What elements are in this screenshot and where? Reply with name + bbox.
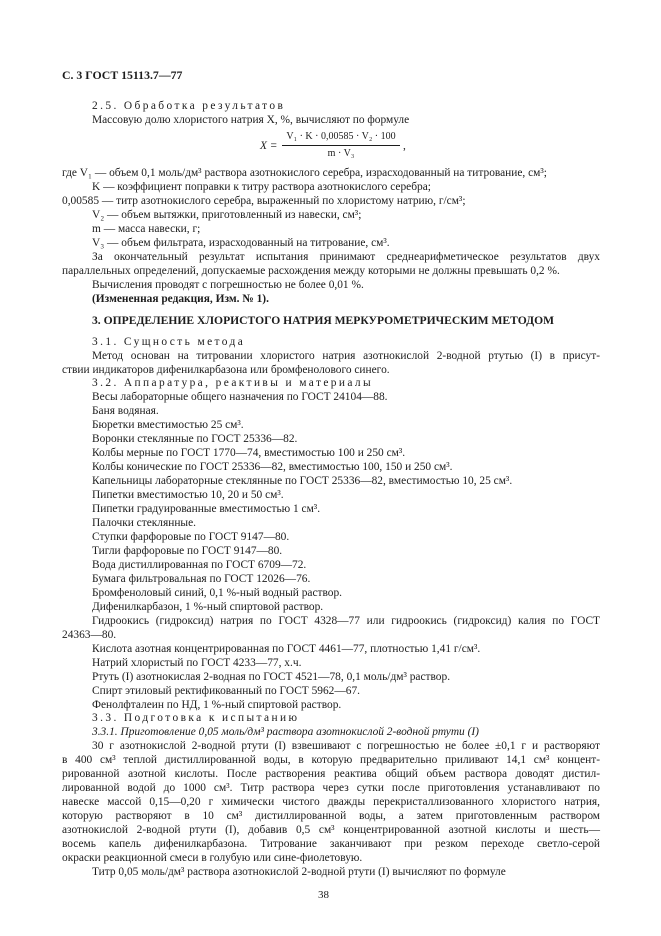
page-number: 38: [318, 889, 329, 901]
list-item: Капельницы лабораторные стеклянные по ГОСТ 25336—82, вместимостью 10, 25 см³.: [92, 475, 513, 487]
section-2-5-heading: 2.5. Обработка результатов: [92, 100, 286, 112]
paragraph-line: За окончательный результат испытания принимают среднеарифметическое результатов двух: [92, 251, 600, 263]
fraction-bar: [282, 145, 400, 146]
paragraph-line: ствии индикаторов дифенилкарбазона или бромфенолового синего.: [62, 364, 390, 376]
paragraph-line: Вычисления проводят с погрешностью не более 0,01 %.: [92, 279, 364, 291]
legend-v2: V₂ — объем вытяжки, приготовленный из навески, см³;: [92, 209, 362, 221]
list-item: Колбы мерные по ГОСТ 1770—74, вместимостью 100 и 250 см³.: [92, 447, 406, 459]
list-item: Палочки стеклянные.: [92, 517, 196, 529]
list-item: Баня водяная.: [92, 405, 159, 417]
legend-k: K — коэффициент поправки к титру раствора азотнокислого серебра;: [92, 181, 431, 193]
list-item: Пипетки вместимостью 10, 20 и 50 см³.: [92, 489, 284, 501]
list-item: Кислота азотная концентрированная по ГОСТ 4461—77, плотностью 1,41 г/см³.: [92, 643, 481, 655]
list-item: Весы лабораторные общего назначения по ГОСТ 24104—88.: [92, 391, 388, 403]
list-item: Бумага фильтровальная по ГОСТ 12026—76.: [92, 573, 311, 585]
legend-titre: 0,00585 — титр азотнокислого серебра, выраженный по хлористому натрию, г/см³;: [62, 195, 466, 207]
formula-denominator: m · V₃: [327, 148, 355, 159]
paragraph-line: навеске массой 0,15—0,20 г химически чистого дважды перекристаллизованного хлористого натрия,: [62, 796, 600, 808]
list-item: Спирт этиловый ректификованный по ГОСТ 5962—67.: [92, 685, 361, 697]
list-item: Колбы конические по ГОСТ 25336—82, вместимостью 100, 150 и 250 см³.: [92, 461, 453, 473]
list-item: Вода дистиллированная по ГОСТ 6709—72.: [92, 559, 307, 571]
formula-lhs: X =: [260, 140, 278, 152]
formula-numerator: V₁ · K · 0,00585 · V₂ · 100: [286, 131, 396, 142]
paragraph-line: восемь капель дифенилкарбазона. Титрование заканчивают при резком переходе светло-серой: [62, 838, 600, 850]
section-3-heading: 3. ОПРЕДЕЛЕНИЕ ХЛОРИСТОГО НАТРИЯ МЕРКУРОМЕТРИЧЕСКИМ МЕТОДОМ: [92, 314, 555, 327]
list-item: Гидроокись (гидроксид) натрия по ГОСТ 4328—77 или гидроокись (гидроксид) калия по ГОСТ: [92, 615, 600, 627]
legend-v1: где V₁ — объем 0,1 моль/дм³ раствора азотнокислого серебра, израсходованный на титрование, см³;: [62, 167, 547, 179]
list-item: Тигли фарфоровые по ГОСТ 9147—80.: [92, 545, 283, 557]
paragraph-line: параллельных определений, допускаемые расхождения между которыми не должны превышать 0,2 %.: [62, 265, 560, 277]
formula-trailing: ,: [403, 140, 406, 152]
legend-v3: V₃ — объем фильтрата, израсходованный на титрование, см³.: [92, 237, 390, 249]
list-item: Бюретки вместимостью 25 см³.: [92, 419, 244, 431]
section-3-3-heading: 3.3. Подготовка к испытанию: [92, 712, 300, 724]
paragraph-line: азотнокислой 2-водной ртути (I), добавив 0,5 см³ концентрированной азотной кислоты и шесть—: [62, 824, 600, 836]
paragraph-line: лированной водой до 1000 см³. Титр раствора через сутки после приготовления устанавливают по: [62, 782, 600, 794]
legend-m: m — масса навески, г;: [92, 223, 201, 235]
list-item: Дифенилкарбазон, 1 %-ный спиртовой раствор.: [92, 601, 324, 613]
amendment-note: (Измененная редакция, Изм. № 1).: [92, 293, 269, 305]
list-item: Ступки фарфоровые по ГОСТ 9147—80.: [92, 531, 290, 543]
list-item: 24363—80.: [62, 629, 117, 641]
paragraph-line: в 400 см³ теплой дистиллированной воды, в которую предварительно приливают 14,1 см³ концент-: [62, 754, 600, 766]
paragraph-line: Титр 0,05 моль/дм³ раствора азотнокислой 2-водной ртути (I) вычисляют по формуле: [92, 866, 506, 878]
section-3-2-heading: 3.2. Аппаратура, реактивы и материалы: [92, 377, 374, 389]
subsection-3-3-1-heading: 3.3.1. Приготовление 0,05 моль/дм³ раствора азотнокислой 2-водной ртути (I): [92, 726, 479, 738]
list-item: Воронки стеклянные по ГОСТ 25336—82.: [92, 433, 298, 445]
list-item: Натрий хлористый по ГОСТ 4233—77, х.ч.: [92, 657, 302, 669]
list-item: Бромфеноловый синий, 0,1 %-ный водный раствор.: [92, 587, 343, 599]
paragraph-line: которую растворяют в 10 см³ дистиллированной воды, а затем приготовленным раствором: [62, 810, 600, 822]
section-3-1-heading: 3.1. Сущность метода: [92, 336, 246, 348]
list-item: Ртуть (I) азотнокислая 2-водная по ГОСТ 4521—78, 0,1 моль/дм³ раствор.: [92, 671, 451, 683]
list-item: Фенолфталеин по НД, 1 %-ный спиртовой раствор.: [92, 699, 342, 711]
paragraph-line: рированной азотной кислоты. После растворения реактива общий объем раствора доводят дистил-: [62, 768, 600, 780]
paragraph-line: 30 г азотнокислой 2-водной ртути (I) взвешивают с погрешностью не более ±0,1 г и растворяют: [92, 740, 600, 752]
page-header: С. 3 ГОСТ 15113.7—77: [62, 68, 183, 82]
paragraph-line: окраски реакционной смеси в голубую или сине-фиолетовую.: [62, 852, 363, 864]
paragraph-line: Метод основан на титровании хлористого натрия азотнокислой 2-водной ртутью (I) в присут-: [92, 350, 600, 362]
list-item: Пипетки градуированные вместимостью 1 см³.: [92, 503, 321, 515]
paragraph-line: Массовую долю хлористого натрия X, %, вычисляют по формуле: [92, 114, 410, 126]
